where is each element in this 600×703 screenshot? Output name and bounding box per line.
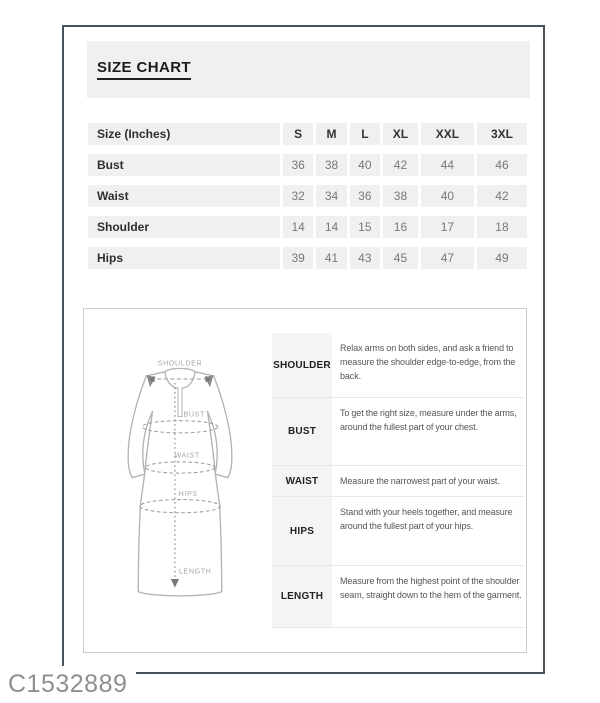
armhole-shading [146,375,213,387]
guide-label: HIPS [272,497,332,565]
diagram-length-label: LENGTH [178,567,212,576]
guide-instruction: Stand with your heels together, and measure around the fullest part of your hips. [340,507,513,531]
diagram-hips-label: HIPS [178,490,198,498]
size-value: 38 [316,154,346,176]
size-value: 40 [421,185,474,207]
diagram-shoulder-label: SHOULDER [157,359,203,368]
row-label: Hips [88,247,280,269]
size-table-header-cell: XXL [421,123,474,145]
size-value: 36 [283,154,313,176]
garment-diagram [100,325,260,610]
size-table-row-shoulder [88,216,527,238]
watermark-badge [0,666,136,703]
bust-measure-line [142,421,217,433]
measure-arrows [148,376,211,588]
size-value: 18 [477,216,527,238]
guide-label: WAIST [272,466,332,496]
size-value: 14 [283,216,313,238]
size-value: 42 [477,185,527,207]
size-value: 45 [383,247,418,269]
size-table-row-bust [88,154,527,176]
length-arrow [171,579,179,588]
watermark-code: C1532889 [8,670,128,698]
size-value: 16 [383,216,418,238]
measure-lines [140,379,220,580]
diagram-bust-label: BUST [183,410,205,419]
size-table-row-hips [88,247,527,269]
guide-label: SHOULDER [272,333,332,397]
size-value: 44 [421,154,474,176]
size-table-header-cell: Size (Inches) [88,123,280,145]
size-value: 41 [316,247,346,269]
size-value: 32 [283,185,313,207]
size-value: 15 [350,216,380,238]
guide-label: BUST [272,398,332,465]
size-value: 34 [316,185,346,207]
size-table-header-cell: L [350,123,380,145]
size-value: 36 [350,185,380,207]
size-value: 43 [350,247,380,269]
garment-outline-sketch [128,368,232,595]
guide-row-bust [272,397,524,465]
size-value: 17 [421,216,474,238]
row-label: Waist [88,185,280,207]
diagram-waist-label: WAIST [174,451,200,460]
size-value: 39 [283,247,313,269]
size-value: 49 [477,247,527,269]
waist-measure-line [145,462,214,473]
size-value: 42 [383,154,418,176]
size-value: 47 [421,247,474,269]
title-band [87,41,530,98]
guide-instruction: To get the right size, measure under the arms, around the fullest part of your chest. [340,408,517,432]
size-table-header-cell: S [283,123,313,145]
size-table-row-waist [88,185,527,207]
size-table-header-row [88,123,527,145]
guide-label: LENGTH [272,566,332,627]
size-table-header-cell: 3XL [477,123,527,145]
guide-instruction: Relax arms on both sides, and ask a friend to measure the shoulder edge-to-edge, from the back. [340,343,516,381]
hips-measure-line [140,500,220,513]
measure-guide-table [272,333,524,628]
size-table-header-cell: XL [383,123,418,145]
size-table-header-cell: M [316,123,346,145]
guide-row-waist [272,465,524,496]
guide-instruction: Measure the narrowest part of your waist. [340,476,500,486]
guide-row-hips [272,496,524,565]
row-label: Bust [88,154,280,176]
guide-instruction: Measure from the highest point of the shoulder seam, straight down to the hem of the garment. [340,576,522,600]
guide-row-length [272,565,524,628]
size-value: 38 [383,185,418,207]
guide-row-shoulder [272,333,524,397]
size-value: 14 [316,216,346,238]
measure-guide-box [83,308,527,653]
page-title: SIZE CHART [97,59,191,80]
row-label: Shoulder [88,216,280,238]
size-value: 46 [477,154,527,176]
size-table [85,114,530,278]
size-value: 40 [350,154,380,176]
